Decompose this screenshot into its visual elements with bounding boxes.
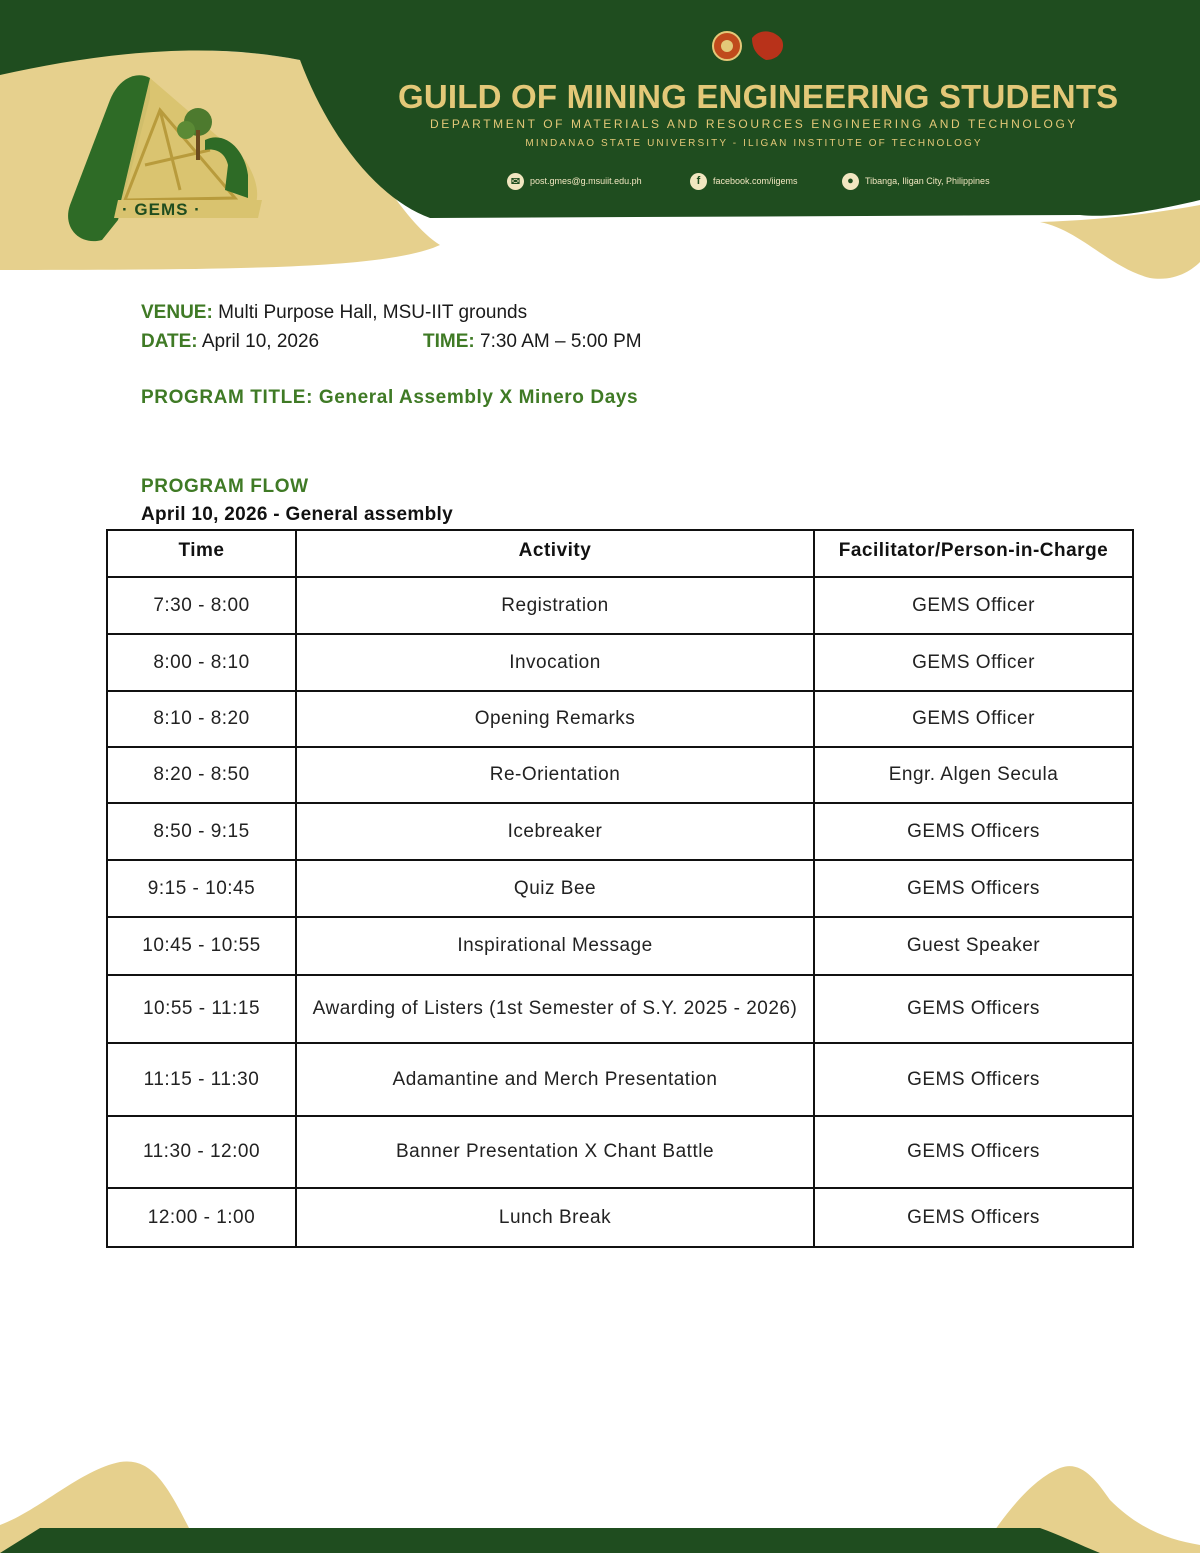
row-pic: GEMS Officers <box>814 975 1133 1043</box>
header-time: Time <box>107 530 296 577</box>
department-name: DEPARTMENT OF MATERIALS AND RESOURCES ENGINEERING AND TECHNOLOGY <box>429 117 1079 131</box>
row-pic: GEMS Officer <box>814 577 1133 634</box>
venue-line <box>141 302 527 324</box>
row-time: 11:15 - 11:30 <box>107 1043 296 1116</box>
facebook-icon: f <box>690 173 707 190</box>
day-heading: April 10, 2026 - General assembly <box>141 504 453 525</box>
row-time: 7:30 - 8:00 <box>107 577 296 634</box>
venue-value: Multi Purpose Hall, MSU-IIT grounds <box>218 302 528 323</box>
table-row <box>107 691 1133 747</box>
time-line <box>423 331 642 353</box>
row-pic: Engr. Algen Secula <box>814 747 1133 803</box>
contact-email-text: post.gmes@g.msuiit.edu.ph <box>530 176 642 186</box>
date-label: DATE: <box>141 331 198 352</box>
contact-location <box>842 172 990 190</box>
row-time: 10:45 - 10:55 <box>107 917 296 975</box>
row-activity: Icebreaker <box>296 803 814 860</box>
contact-facebook-text: facebook.com/iigems <box>713 176 798 186</box>
row-pic: GEMS Officers <box>814 860 1133 917</box>
contact-location-text: Tibanga, Iligan City, Philippines <box>865 176 990 186</box>
row-pic: GEMS Officer <box>814 634 1133 691</box>
row-activity: Banner Presentation X Chant Battle <box>296 1116 814 1188</box>
table-row <box>107 975 1133 1043</box>
row-activity: Opening Remarks <box>296 691 814 747</box>
row-time: 10:55 - 11:15 <box>107 975 296 1043</box>
row-time: 8:00 - 8:10 <box>107 634 296 691</box>
email-icon: ✉ <box>507 173 524 190</box>
header-activity: Activity <box>296 530 814 577</box>
row-activity: Inspirational Message <box>296 917 814 975</box>
row-time: 11:30 - 12:00 <box>107 1116 296 1188</box>
table-row <box>107 1116 1133 1188</box>
header-gold-right <box>1040 205 1200 279</box>
contact-facebook <box>690 172 798 190</box>
row-activity: Re-Orientation <box>296 747 814 803</box>
footer-green-band <box>0 1528 1100 1553</box>
program-flow-table <box>106 529 1134 1248</box>
table-row <box>107 917 1133 975</box>
date-line <box>141 331 319 353</box>
table-row <box>107 747 1133 803</box>
program-title-label: PROGRAM TITLE: <box>141 387 313 408</box>
row-activity: Awarding of Listers (1st Semester of S.Y. 2025 - 2026) <box>296 975 814 1043</box>
header-facilitator: Facilitator/Person-in-Charge <box>814 530 1133 577</box>
row-pic: GEMS Officer <box>814 691 1133 747</box>
row-pic: GEMS Officers <box>814 1043 1133 1116</box>
location-pin-icon: ● <box>842 173 859 190</box>
table-row <box>107 1188 1133 1247</box>
table-row <box>107 1043 1133 1116</box>
row-activity: Invocation <box>296 634 814 691</box>
row-time: 12:00 - 1:00 <box>107 1188 296 1247</box>
table-row <box>107 803 1133 860</box>
logo-text: · GEMS · <box>122 200 201 219</box>
row-pic: Guest Speaker <box>814 917 1133 975</box>
table-row <box>107 577 1133 634</box>
table-row <box>107 634 1133 691</box>
row-time: 8:50 - 9:15 <box>107 803 296 860</box>
contact-email <box>507 172 642 190</box>
row-activity: Registration <box>296 577 814 634</box>
table-row <box>107 860 1133 917</box>
program-title-value: General Assembly X Minero Days <box>318 387 639 408</box>
row-activity: Quiz Bee <box>296 860 814 917</box>
row-pic: GEMS Officers <box>814 1188 1133 1247</box>
program-flow-heading: PROGRAM FLOW <box>141 476 309 497</box>
row-time: 9:15 - 10:45 <box>107 860 296 917</box>
org-name: GUILD OF MINING ENGINEERING STUDENTS <box>398 78 1119 115</box>
date-value: April 10, 2026 <box>201 331 320 352</box>
row-activity: Lunch Break <box>296 1188 814 1247</box>
university-name: MINDANAO STATE UNIVERSITY - ILIGAN INSTITUTE OF TECHNOLOGY <box>525 138 983 149</box>
row-pic: GEMS Officers <box>814 1116 1133 1188</box>
time-label: TIME: <box>423 331 475 352</box>
row-pic: GEMS Officers <box>814 803 1133 860</box>
program-title-line <box>141 387 638 409</box>
row-time: 8:10 - 8:20 <box>107 691 296 747</box>
row-time: 8:20 - 8:50 <box>107 747 296 803</box>
venue-label: VENUE: <box>141 302 213 323</box>
table-header-row <box>107 530 1133 577</box>
row-activity: Adamantine and Merch Presentation <box>296 1043 814 1116</box>
time-value: 7:30 AM – 5:00 PM <box>480 331 642 352</box>
